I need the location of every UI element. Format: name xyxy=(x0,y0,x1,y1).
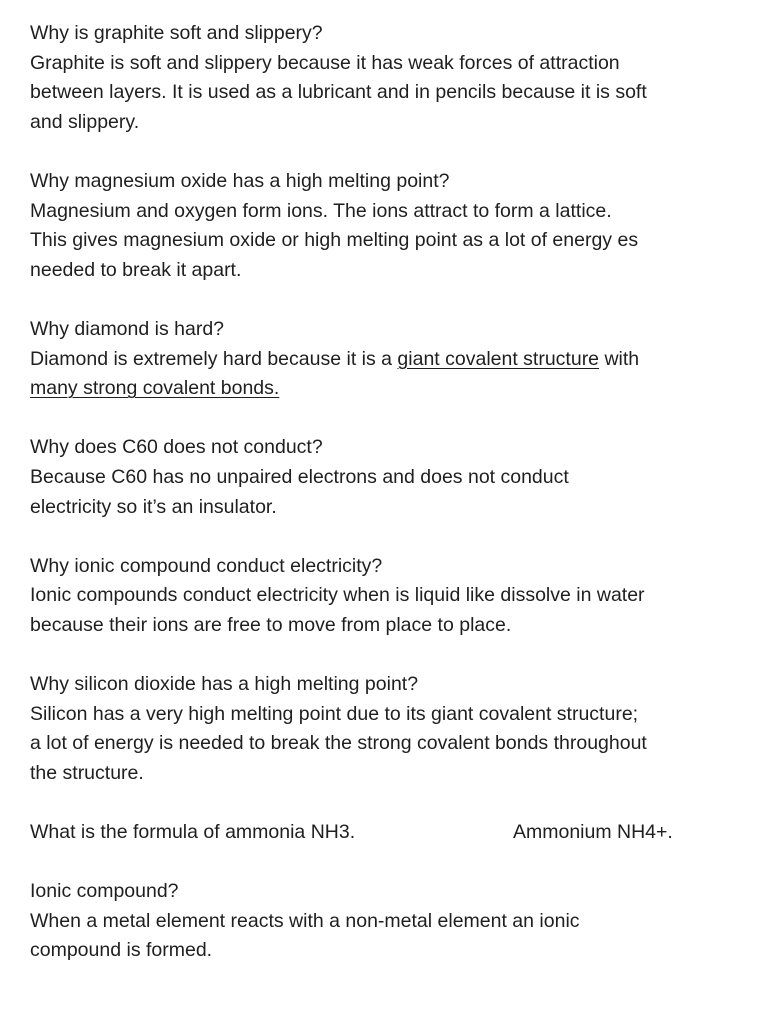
magnesium-oxide-answer-line: This gives magnesium oxide or high melting point as a lot of energy es xyxy=(30,229,639,252)
ammonia-line xyxy=(30,818,738,848)
diamond-answer-prefix: Diamond is extremely hard because it is a xyxy=(30,347,398,370)
magnesium-oxide-question: Why magnesium oxide has a high melting point? xyxy=(30,169,450,192)
diamond-underlined-text: many strong covalent bonds. xyxy=(30,377,280,400)
ammonium-formula-text: Ammonium NH4+. xyxy=(513,821,673,844)
graphite-answer-line: between layers. It is used as a lubricant and in pencils because it is soft xyxy=(30,81,647,104)
graphite-question: Why is graphite soft and slippery? xyxy=(30,22,323,44)
silicon-dioxide-answer-line: the structure. xyxy=(30,761,144,784)
c60-question: Why does C60 does not conduct? xyxy=(30,436,323,459)
silicon-dioxide-question: Why silicon dioxide has a high melting point? xyxy=(30,673,419,696)
paragraph-gap xyxy=(30,788,738,818)
paragraph-gap xyxy=(30,640,738,670)
graphite-answer-line: and slippery. xyxy=(30,110,140,133)
ammonia-formula-text: What is the formula of ammonia NH3. xyxy=(30,821,356,844)
ionic-compound-answer-line: compound is formed. xyxy=(30,939,213,962)
silicon-dioxide-answer-line: a lot of energy is needed to break the strong covalent bonds throughout xyxy=(30,732,647,755)
c60-answer-line: Because C60 has no unpaired electrons and does not conduct xyxy=(30,465,569,488)
ionic-conduct-answer-line: because their ions are free to move from place to place. xyxy=(30,613,512,636)
ionic-conduct-answer-line: Ionic compounds conduct electricity when is liquid like dissolve in water xyxy=(30,584,645,607)
diamond-answer-suffix: with xyxy=(599,347,640,370)
graphite-answer-line: Graphite is soft and slippery because it has weak forces of attraction xyxy=(30,51,620,74)
ionic-compound-answer-line: When a metal element reacts with a non-metal element an ionic xyxy=(30,909,580,932)
paragraph-gap xyxy=(30,848,738,878)
diamond-question: Why diamond is hard? xyxy=(30,317,225,340)
diamond-answer-line xyxy=(30,374,738,404)
magnesium-oxide-answer-line: Magnesium and oxygen form ions. The ions attract to form a lattice. xyxy=(30,199,612,222)
c60-answer-line: electricity so it’s an insulator. xyxy=(30,495,277,518)
paragraph-gap xyxy=(30,522,738,552)
ionic-compound-question: Ionic compound? xyxy=(30,880,179,903)
paragraph-gap xyxy=(30,285,738,315)
ionic-conduct-question: Why ionic compound conduct electricity? xyxy=(30,554,383,577)
magnesium-oxide-answer-line: needed to break it apart. xyxy=(30,258,242,281)
silicon-dioxide-answer-line: Silicon has a very high melting point due to its giant covalent structure; xyxy=(30,702,639,725)
diamond-answer-line xyxy=(30,345,738,375)
diamond-underlined-text: giant covalent structure xyxy=(397,347,600,370)
paragraph-gap xyxy=(30,137,738,167)
paragraph-gap xyxy=(30,404,738,434)
